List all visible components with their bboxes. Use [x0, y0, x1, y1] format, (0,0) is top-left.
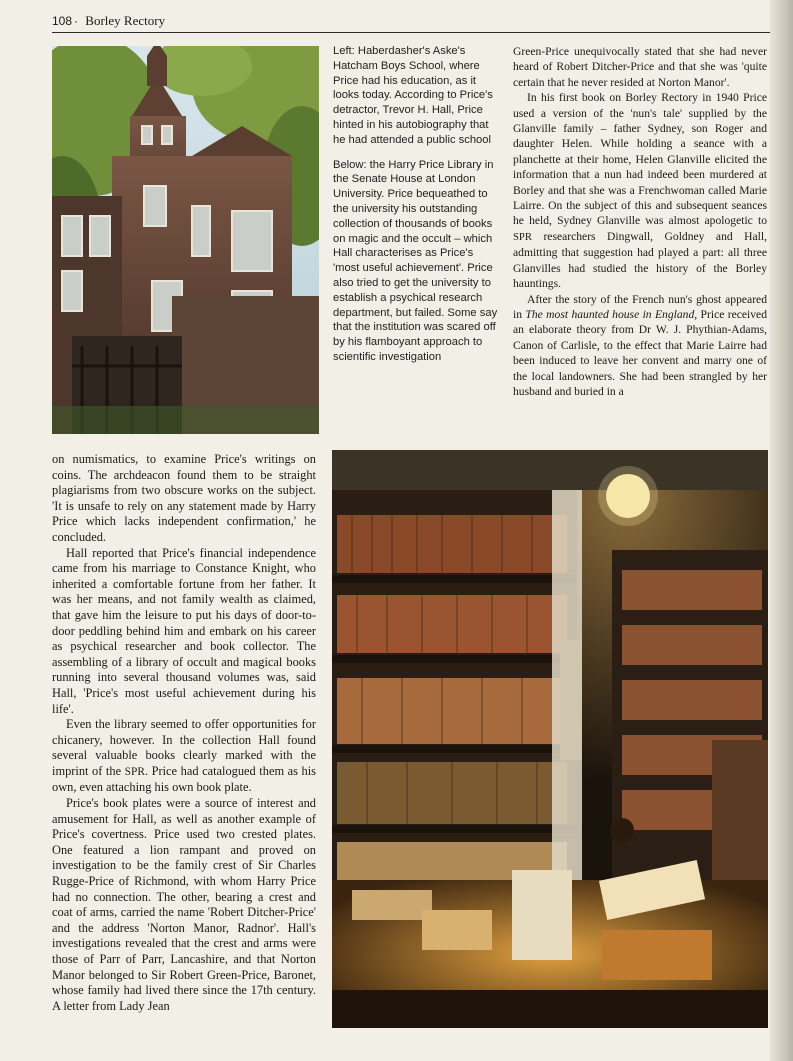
paragraph — [513, 292, 767, 400]
text-column-right — [513, 44, 767, 399]
library-photo — [332, 450, 768, 1028]
running-title: Borley Rectory — [85, 13, 166, 28]
school-photo — [52, 46, 319, 434]
abbreviation: SPR — [124, 765, 145, 778]
school-photo-illustration — [52, 46, 319, 434]
paragraph — [52, 717, 316, 796]
page-number: 108 — [52, 14, 73, 28]
caption-left: Left: Haberdasher's Aske's Hatcham Boys School, where Price had his education, as it looks today. According to Price's detractor, Trevor H. Hall, Price hinted in his autobiography that he had attended a public school — [333, 45, 493, 146]
library-photo-illustration — [332, 450, 768, 1028]
text-run: researchers Dingwall, Goldney and Hall, admitting that suggestion had played a part: all three Glanvilles had studied the history of the Borley hauntings. — [513, 229, 767, 291]
paragraph — [513, 90, 767, 291]
header-separator: · — [74, 14, 79, 28]
text-run: After the story of the French nun's ghost appeared in — [513, 292, 767, 321]
header-rule — [52, 32, 770, 33]
text-run: , Price received an elaborate theory from Dr W. J. Phythian-Adams, Canon of Carlisle, to the effect that Marie Lairre had been induced to leave her convent and marry one of the local landowners. She had been strangled by her husband and buried in a — [513, 307, 767, 398]
book-title: The most haunted house in England — [525, 307, 695, 321]
paragraph: Hall reported that Price's financial independence came from his marriage to Constance Knight, who inherited a comfortable fortune from her father. It was her means, and not family wealth as claimed, that gave him the leisure to put his days of door-to-door peddling behind him and embark on his career as psychical researcher and book collector. The assembling of a library of occult and magical books running into several thousand volumes was, said Hall, 'Price's most useful achievement during his life'. — [52, 545, 316, 716]
paragraph: Green-Price unequivocally stated that she had never heard of Robert Ditcher-Price and that she was 'quite certain that he never resided at Norton Manor'. — [513, 45, 767, 89]
text-column-left — [52, 452, 316, 1014]
photo-captions — [333, 44, 499, 375]
paragraph: on numismatics, to examine Price's writings on coins. The archdeacon found them to be straight plagiarisms from two obscure works on the subject. 'It is unsafe to rely on any statement made by Harry Price which lacks independent confirmation,' he concluded. — [52, 452, 316, 544]
paragraph: Price's book plates were a source of interest and amusement for Hall, as well as another example of Price's covertness. Price used two crested plates. One featured a lion rampant and proved on investigation to be the family crest of Sir Charles Rugge-Price of Richmond, with whom Harry Price had no connection. The other, bearing a crest and coat of arms, carried the name 'Robert Ditcher-Price' and the address 'Norton Manor, Radnor'. Hall's investigations revealed that the crest and arms were those of Parr of Parr, Lancashire, and that Norton Manor belonged to Sir Robert Green-Price, Baronet, whose family had lived there since the 17th century. A letter from Lady Jean — [52, 796, 316, 1013]
page-edge-shadow — [770, 0, 793, 1061]
text-run: In his first book on Borley Rectory in 1940 Price used a version of the 'nun's tale' supplied by the Glanville family – father Sydney, son Roger and daughter Helen. While holding a seance with a planchette at their home, Helen Glanville elicited the information that a nun had indeed been murdered at Borley and that she was a Frenchwoman called Marie Lairre. On the subject of this and subsequent seances he held, Sydney Glanville was almost apologetic to — [513, 91, 767, 228]
caption-below: Below: the Harry Price Library in the Senate House at London University. Price bequeathed to the university his outstanding collection of thousands of books on magic and the occult – which Hall characterises as Price's 'most useful achievement'. Price also tried to get the university to establish a psychical research department, but failed. Some say that the institution was scared off by his flamboyant approach to scientific investigation — [333, 158, 498, 363]
text-run: Even the library seemed to offer opportunities for chicanery, however. In the collection Hall found several valuable books clearly marked with the imprint of the — [52, 717, 316, 778]
abbreviation: SPR — [513, 230, 532, 243]
text-run: . Price had catalogued them as his own, even attaching his own book plate. — [52, 763, 316, 795]
